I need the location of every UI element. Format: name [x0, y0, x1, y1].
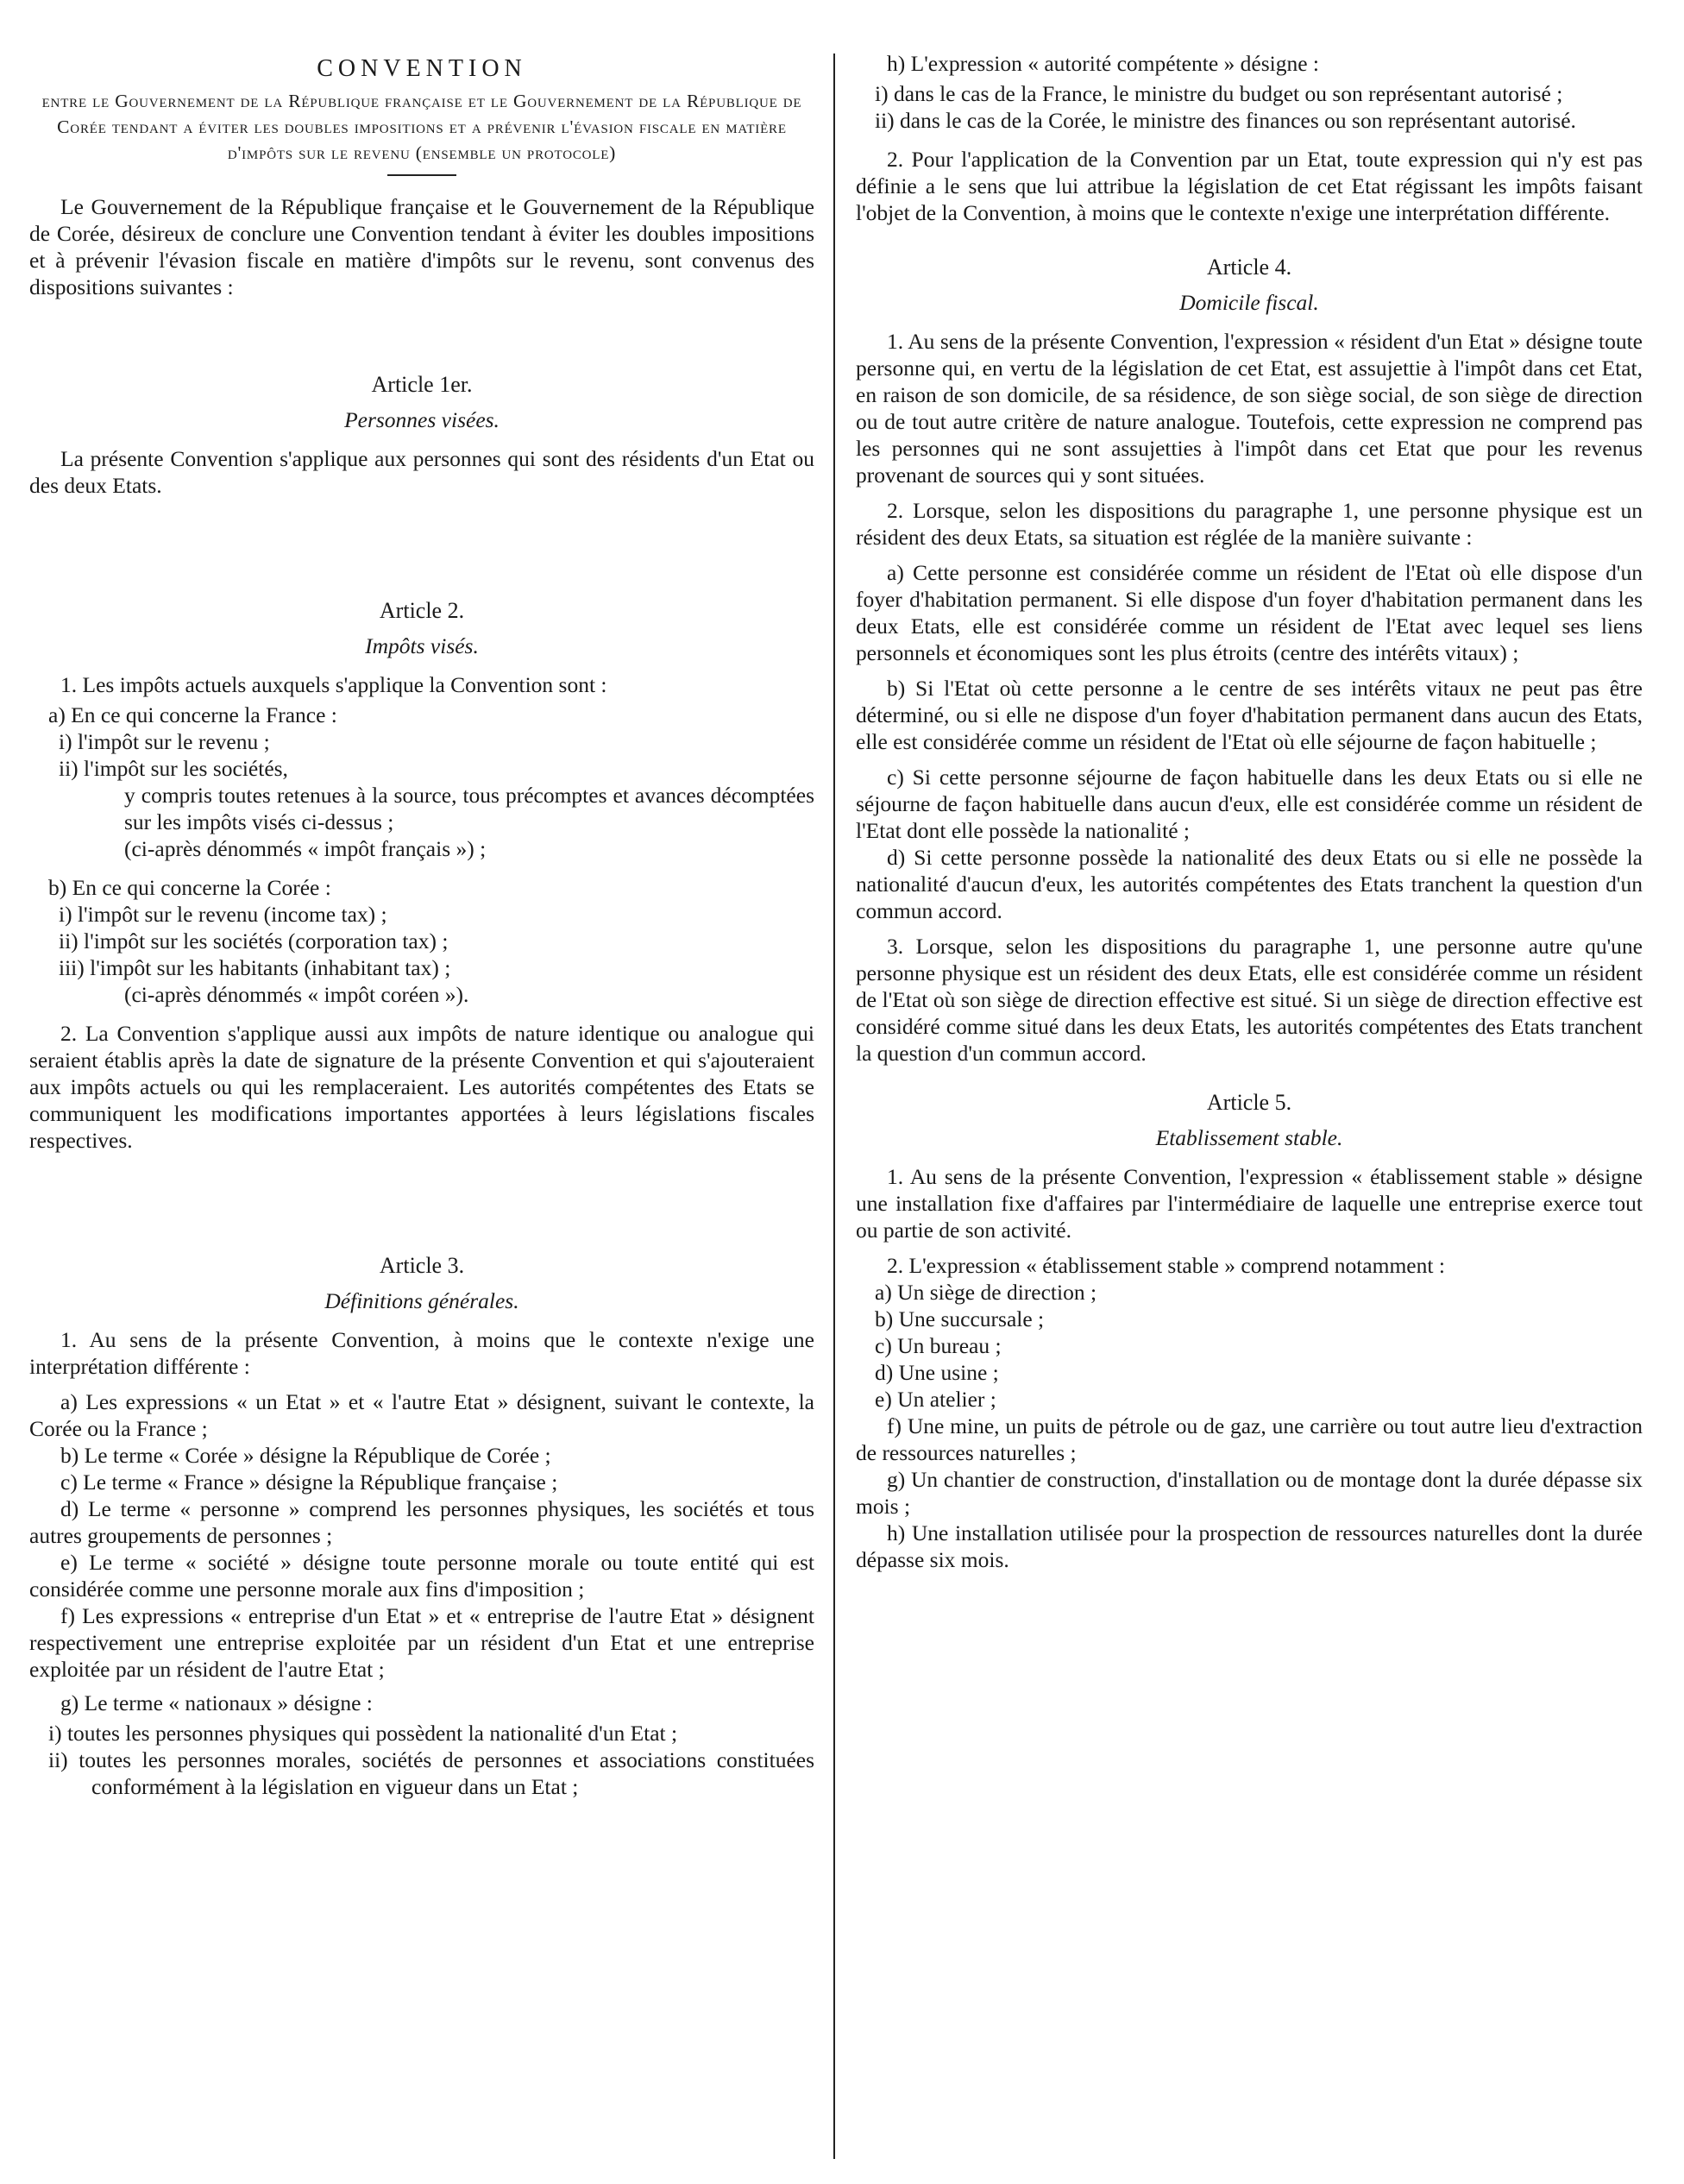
- article-5-f: f) Une mine, un puits de pétrole ou de gaz, une carrière ou tout autre lieu d'extraction de ressources naturelles ;: [856, 1413, 1643, 1465]
- article-3-g-ii: ii) toutes les personnes morales, sociétés de personnes et associations constituées conformément à la législation en vigueur dans un Etat ;: [48, 1747, 814, 1799]
- article-2-subtitle: Impôts visés.: [365, 633, 479, 658]
- article-5-b: b) Une succursale ;: [875, 1306, 1045, 1331]
- article-3-h-i: i) dans le cas de la France, le ministre du budget ou son représentant autorisé ;: [875, 81, 1563, 106]
- preamble: Le Gouvernement de la République française et le Gouvernement de la République de Corée, désireux de conclure une Convention tendant à éviter les doubles impositions et à prévenir l'évasion fiscale en matière d'impôts sur le revenu, sont convenus des dispositions suivantes :: [29, 194, 814, 299]
- article-5-g: g) Un chantier de construction, d'installation ou de montage dont la durée dépasse six mois ;: [856, 1467, 1643, 1519]
- article-2-a-named: (ci-après dénommés « impôt français ») ;: [124, 836, 487, 861]
- article-5-h: h) Une installation utilisée pour la prospection de ressources naturelles dont la durée dépasse six mois.: [856, 1520, 1643, 1572]
- article-1-subtitle: Personnes visées.: [344, 407, 500, 432]
- article-5-para-1: 1. Au sens de la présente Convention, l'expression « établissement stable » désigne une installation fixe d'affaires par l'intermédiaire de laquelle une entreprise exerce tout ou partie de son activité.: [856, 1164, 1643, 1243]
- article-4-c: c) Si cette personne séjourne de façon habituelle dans les deux Etats ou si elle ne séjourne de façon habituelle dans aucun d'eux, elle est considérée comme un résident de l'Etat dont elle possède la nationalité ;: [856, 765, 1643, 843]
- article-4-para-1: 1. Au sens de la présente Convention, l'expression « résident d'un Etat » désigne toute personne qui, en vertu de la législation de cet Etat, est assujettie à l'impôt dans cet Etat, en raison de son domicile, de sa résidence, de son siège social, de son siège de direction ou de tout autre critère de nature analogue. Toutefois, cette expression ne comprend pas les personnes qui ne sont assujetties à l'impôt dans cet Etat que pour les revenus provenant de sources qui y sont situées.: [856, 329, 1643, 488]
- article-4-subtitle: Domicile fiscal.: [1179, 290, 1319, 315]
- article-3-para-2: 2. Pour l'application de la Convention par un Etat, toute expression qui n'y est pas définie a le sens que lui attribue la législation de cet Etat régissant les impôts faisant l'objet de la Convention, à moins que le contexte n'exige une interprétation différente.: [856, 147, 1643, 225]
- article-2-a-cont: y compris toutes retenues à la source, tous précomptes et avances décomptées sur les impôts visés ci-dessus ;: [124, 783, 814, 834]
- article-5-subtitle: Etablissement stable.: [1155, 1125, 1343, 1150]
- article-2-a-i: i) l'impôt sur le revenu ;: [59, 729, 270, 754]
- title-rule: [387, 174, 456, 176]
- left-column: [29, 50, 814, 1800]
- article-3-g: g) Le terme « nationaux » désigne :: [60, 1690, 373, 1715]
- article-4-b: b) Si l'Etat où cette personne a le centre de ses intérêts vitaux ne peut pas être déterminé, ou si elle ne dispose d'un foyer d'habitation permanent dans aucun des Etats, elle est considérée comme un résident de l'Etat où elle séjourne de façon habituelle ;: [856, 676, 1643, 754]
- document-title: CONVENTION: [317, 55, 527, 82]
- article-2-b-iii: iii) l'impôt sur les habitants (inhabitant tax) ;: [59, 955, 451, 980]
- right-column: [856, 50, 1643, 1573]
- article-2-a-heading: a) En ce qui concerne la France :: [48, 702, 337, 727]
- article-2-b-ii: ii) l'impôt sur les sociétés (corporation tax) ;: [59, 928, 449, 954]
- article-2-title: Article 2.: [379, 598, 465, 623]
- article-2-a-ii: ii) l'impôt sur les sociétés,: [59, 756, 288, 781]
- article-5-a: a) Un siège de direction ;: [875, 1280, 1097, 1305]
- article-3-d: d) Le terme « personne » comprend les personnes physiques, les sociétés et tous autres groupements de personnes ;: [29, 1496, 814, 1548]
- article-3-g-i: i) toutes les personnes physiques qui possèdent la nationalité d'un Etat ;: [48, 1721, 678, 1746]
- article-2-para-1: 1. Les impôts actuels auxquels s'applique la Convention sont :: [60, 672, 607, 697]
- article-2-b-heading: b) En ce qui concerne la Corée :: [48, 875, 331, 900]
- article-4-para-3: 3. Lorsque, selon les dispositions du paragraphe 1, une personne autre qu'une personne physique est un résident des deux Etats, elle est considérée comme un résident de l'Etat où son siège de direction effective est situé. Si un siège de direction effective est considéré comme situé dans les deux Etats, les autorités compétentes des Etats tranchent la question d'un commun accord.: [856, 934, 1643, 1066]
- article-3-b: b) Le terme « Corée » désigne la République de Corée ;: [60, 1443, 551, 1468]
- article-5-e: e) Un atelier ;: [875, 1387, 996, 1412]
- article-1-text: La présente Convention s'applique aux personnes qui sont des résidents d'un Etat ou des deux Etats.: [29, 446, 814, 498]
- article-5-para-2: 2. L'expression « établissement stable » comprend notamment :: [887, 1253, 1445, 1278]
- article-3-h: h) L'expression « autorité compétente » désigne :: [887, 51, 1319, 76]
- article-2-para-2: 2. La Convention s'applique aussi aux impôts de nature identique ou analogue qui seraient établis après la date de signature de la présente Convention et qui s'ajouteraient aux impôts actuels ou qui les remplaceraient. Les autorités compétentes des Etats se communiquent les modifications importantes apportées à leurs législations fiscales respectives.: [29, 1021, 814, 1153]
- article-3-e: e) Le terme « société » désigne toute personne morale ou toute entité qui est considérée comme une personne morale aux fins d'imposition ;: [29, 1550, 814, 1602]
- article-3-a: a) Les expressions « un Etat » et « l'autre Etat » désignent, suivant le contexte, la Corée ou la France ;: [29, 1389, 814, 1441]
- article-3-h-ii: ii) dans le cas de la Corée, le ministre des finances ou son représentant autorisé.: [875, 108, 1576, 133]
- article-5-title: Article 5.: [1206, 1090, 1292, 1115]
- article-5-d: d) Une usine ;: [875, 1360, 999, 1385]
- article-4-title: Article 4.: [1206, 255, 1292, 280]
- article-2-b-named: (ci-après dénommés « impôt coréen »).: [124, 982, 469, 1007]
- article-3-c: c) Le terme « France » désigne la République française ;: [60, 1470, 558, 1495]
- article-2-b-i: i) l'impôt sur le revenu (income tax) ;: [59, 902, 387, 927]
- article-3-f: f) Les expressions « entreprise d'un Etat » et « entreprise de l'autre Etat » désignent respectivement une entreprise exploitée par un résident d'un Etat et une entreprise exploitée par un résident de l'autre Etat ;: [29, 1603, 814, 1682]
- column-divider: [833, 53, 835, 2159]
- article-3-title: Article 3.: [379, 1253, 465, 1278]
- article-4-d: d) Si cette personne possède la nationalité des deux Etats ou si elle ne possède la nationalité d'aucun d'eux, les autorités compétentes des Etats tranchent la question d'un commun accord.: [856, 845, 1643, 923]
- article-4-a: a) Cette personne est considérée comme un résident de l'Etat où elle dispose d'un foyer d'habitation permanent. Si elle dispose d'un foyer d'habitation permanent dans les deux Etats, elle est considérée comme un résident de l'Etat avec lequel ses liens personnels et économiques sont les plus étroits (centre des intérêts vitaux) ;: [856, 560, 1643, 665]
- article-3-para-1: 1. Au sens de la présente Convention, à moins que le contexte n'exige une interprétation différente :: [29, 1327, 814, 1379]
- article-3-subtitle: Définitions générales.: [324, 1288, 519, 1313]
- article-4-para-2: 2. Lorsque, selon les dispositions du paragraphe 1, une personne physique est un résident des deux Etats, sa situation est réglée de la manière suivante :: [856, 498, 1643, 550]
- article-1-title: Article 1er.: [371, 372, 473, 397]
- document-subtitle: entre le Gouvernement de la République française et le Gouvernement de la République de Corée tendant a éviter les doubles impositions et a prévenir l'évasion fiscale en matière d'impôts sur le revenu (ensemble un protocole): [41, 91, 802, 163]
- article-5-c: c) Un bureau ;: [875, 1333, 1002, 1358]
